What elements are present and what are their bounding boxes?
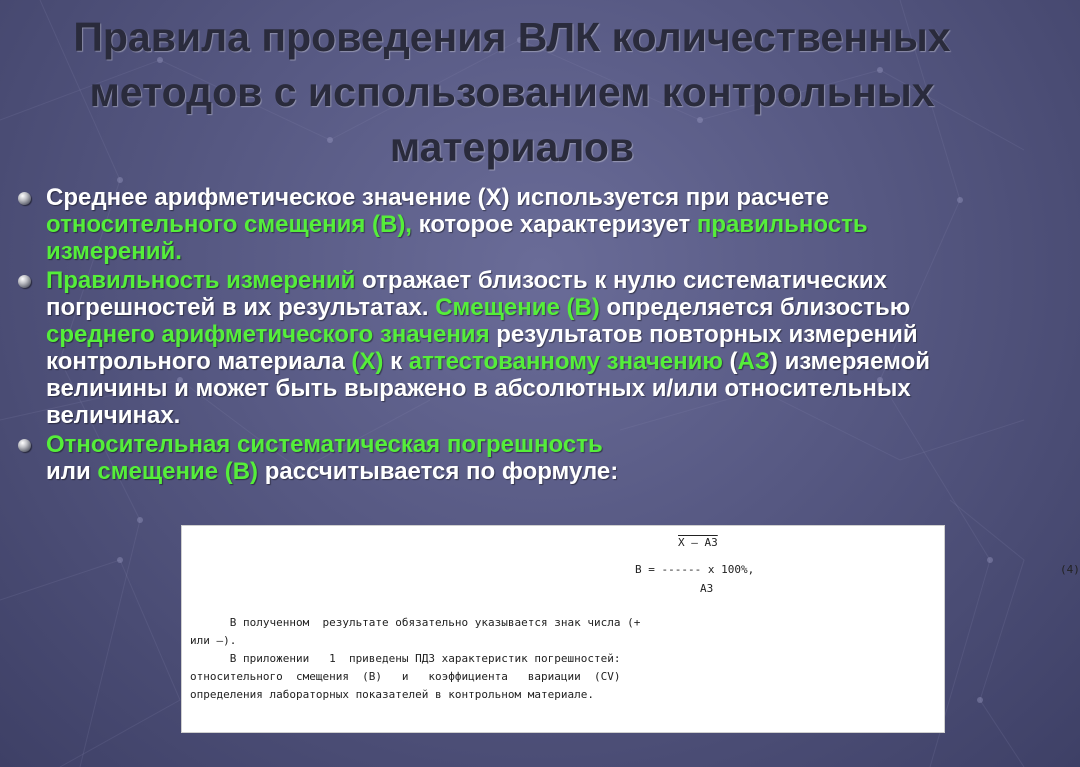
text-run: результатов повторных измерений контрольного материала	[46, 321, 918, 375]
text-run: определяется близостью	[599, 294, 911, 321]
highlight-term: Правильность измерений	[46, 267, 356, 294]
text-run: (	[722, 348, 738, 375]
formula-denominator: АЗ	[700, 582, 714, 595]
highlight-term: смещение (B)	[97, 458, 259, 485]
formula-equation: В = ------ x 100%,	[635, 563, 755, 576]
highlight-term: правильность измерений.	[46, 211, 868, 265]
text-run: к	[383, 348, 409, 375]
bullet-text	[46, 431, 618, 485]
formula-image	[181, 525, 1080, 733]
formula-note-line: В приложении 1 приведены ПДЗ характеристик погрешностей:	[190, 652, 621, 665]
slide-title: Правила проведения ВЛК количественных методов с использованием контрольных материалов	[73, 14, 951, 170]
sphere-bullet-icon	[18, 192, 31, 205]
bullet-text	[46, 267, 930, 429]
highlight-term: Относительная систематическая погрешность	[46, 431, 603, 458]
formula-numerator: X – АЗ	[678, 536, 718, 549]
text-run: которое характеризует	[411, 211, 697, 238]
text-run: или	[46, 458, 98, 485]
bullet-item	[18, 431, 1008, 485]
formula-number: (4)	[1060, 563, 1080, 576]
bullet-text	[46, 184, 868, 265]
formula-note-line: или –).	[190, 634, 237, 647]
sphere-bullet-icon	[18, 439, 31, 452]
highlight-term: относительного смещения (B),	[46, 211, 412, 238]
bullet-item	[18, 267, 1008, 429]
highlight-term: среднего арифметического значения	[46, 321, 490, 348]
highlight-term: АЗ	[737, 348, 770, 375]
bullet-list	[18, 184, 1008, 487]
highlight-term: аттестованному значению	[408, 348, 723, 375]
formula-note-line: относительного смещения (В) и коэффициента вариации (CV)	[190, 670, 621, 683]
highlight-term: Смещение (B)	[435, 294, 600, 321]
text-run: ) измеряемой величины и может быть выражено в абсолютных и/или относительных величинах.	[46, 348, 930, 429]
text-run: Среднее арифметическое значение (X) используется при расчете	[46, 184, 830, 211]
formula-note-line: определения лабораторных показателей в контрольном материале.	[190, 688, 594, 701]
text-run: рассчитывается по формуле:	[258, 458, 619, 485]
text-run: отражает близость к нулю систематических погрешностей в их результатах.	[46, 267, 887, 321]
formula-note	[190, 614, 935, 704]
formula-note-line: В полученном результате обязательно указывается знак числа (+	[190, 616, 641, 629]
bullet-item	[18, 184, 1008, 265]
highlight-term: (X)	[351, 348, 384, 375]
sphere-bullet-icon	[18, 275, 31, 288]
